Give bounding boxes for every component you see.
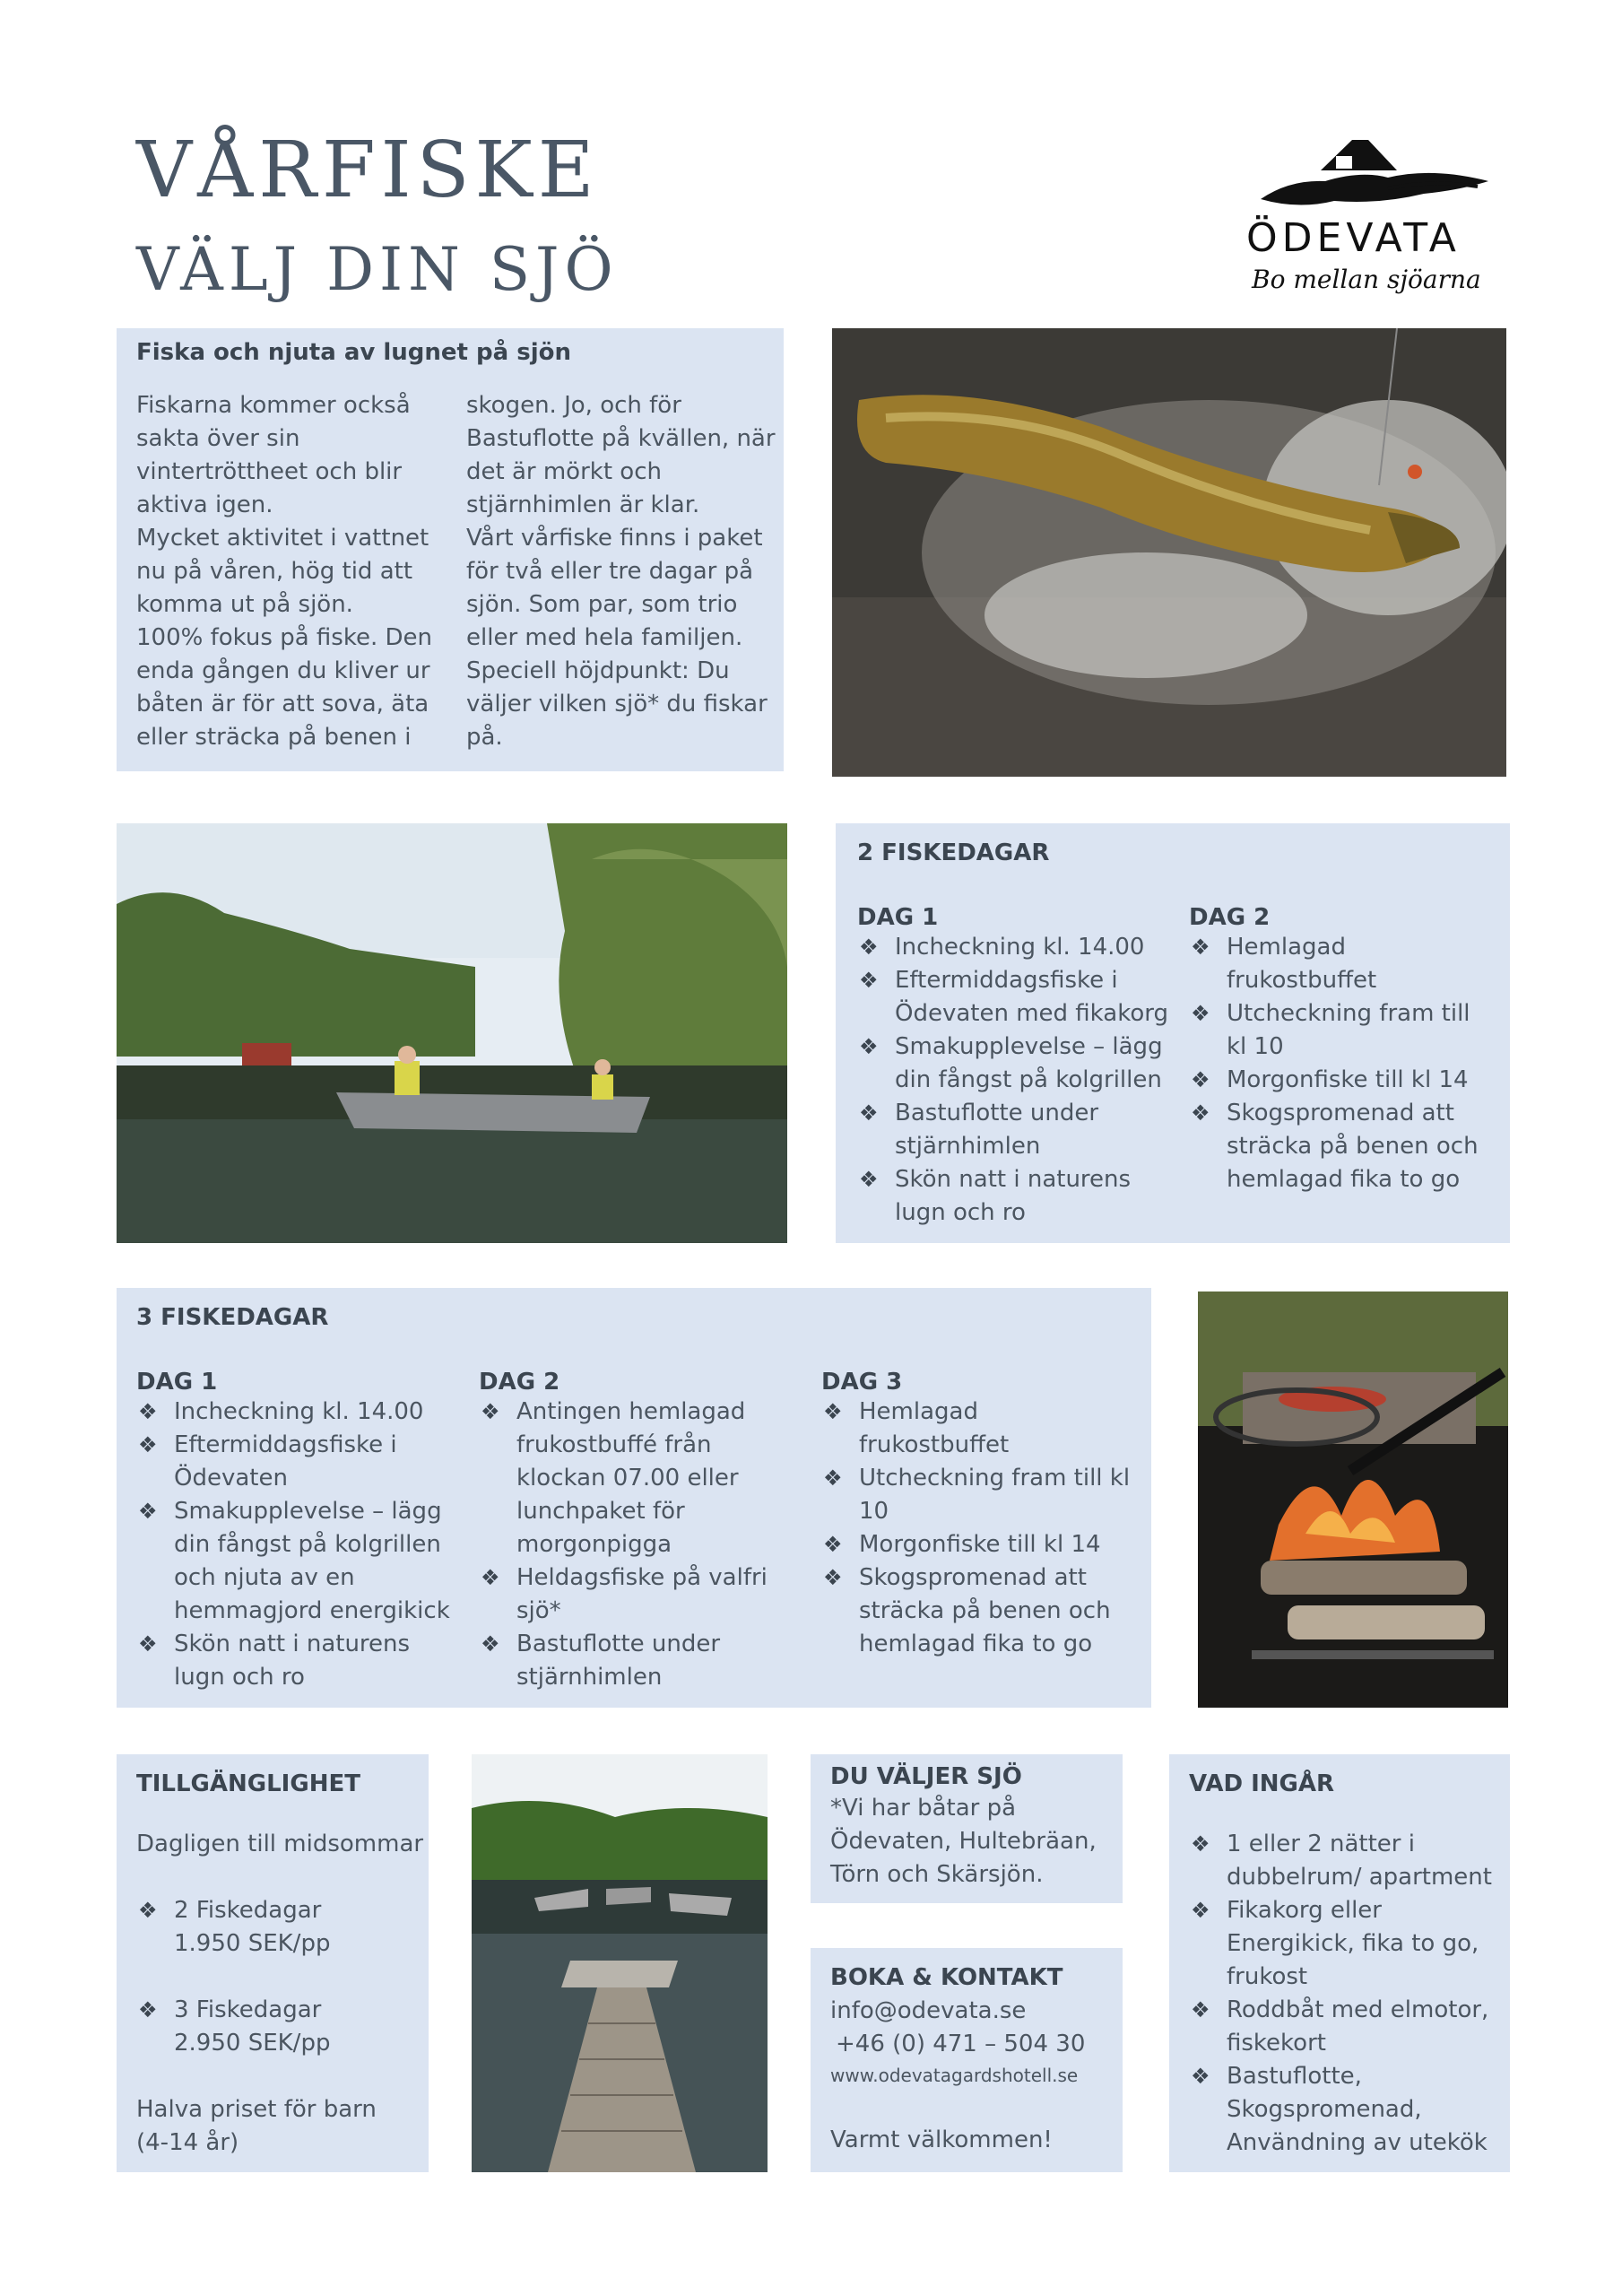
three-days-heading: 3 FISKEDAGAR <box>136 1304 329 1331</box>
diamond-bullet-icon: ❖ <box>859 1034 879 1059</box>
diamond-bullet-icon: ❖ <box>1191 1831 1210 1857</box>
list-item: ❖ Bastuflotte under stjärnhimlen <box>479 1628 793 1694</box>
day-list <box>136 1396 459 1694</box>
lake-choice-heading: DU VÄLJER SJÖ <box>830 1763 1022 1790</box>
day-list <box>821 1396 1135 1661</box>
jetty-photo <box>472 1754 768 2172</box>
child-price-note <box>136 2093 377 2160</box>
text-line: Speciell höjdpunkt: Du <box>466 657 730 684</box>
list-item: ❖ Roddbåt med elmotor, fiskekort <box>1189 1994 1499 2060</box>
price-list <box>136 1894 414 2060</box>
contact-heading: BOKA & KONTAKT <box>830 1964 1063 1991</box>
two-days-box <box>836 823 1510 1243</box>
day-list <box>479 1396 793 1694</box>
diamond-bullet-icon: ❖ <box>859 1167 879 1192</box>
lake-choice-text <box>830 1792 1097 1892</box>
text-line: eller sträcka på benen i <box>136 724 412 751</box>
diamond-bullet-icon: ❖ <box>1191 935 1210 960</box>
house-silhouette-icon <box>1253 135 1496 215</box>
list-item: ❖ Morgonfiske till kl 14 <box>1189 1064 1494 1097</box>
included-list <box>1189 1828 1499 2160</box>
option-price: 1.950 SEK/pp <box>174 1930 331 1957</box>
two-days-day1 <box>857 904 1171 1230</box>
odevata-logo <box>1237 135 1506 314</box>
text-line: *Vi har båtar på <box>830 1795 1017 1822</box>
text-line: Mycket aktivitet i vattnet <box>136 525 429 552</box>
diamond-bullet-icon: ❖ <box>1191 1067 1210 1092</box>
list-item: ❖ Hemlagad frukostbuffet <box>1189 931 1494 997</box>
text-line: enda gången du kliver ur <box>136 657 430 684</box>
list-item: ❖ Incheckning kl. 14.00 <box>857 931 1171 964</box>
text-line: Halva priset för barn <box>136 2096 377 2123</box>
diamond-bullet-icon: ❖ <box>138 1631 158 1657</box>
text-line: Fiskarna kommer också <box>136 392 411 419</box>
diamond-bullet-icon: ❖ <box>1191 1001 1210 1026</box>
list-item: ❖ Eftermiddagsfiske i Ödevaten med fikakorg <box>857 964 1171 1031</box>
two-days-heading: 2 FISKEDAGAR <box>857 839 1050 866</box>
price-option <box>136 1994 414 2060</box>
option-name: 3 Fiskedagar <box>174 1996 322 2023</box>
text-line: Bastuflotte på kvällen, när <box>466 425 776 452</box>
option-name: 2 Fiskedagar <box>174 1897 322 1924</box>
text-line: komma ut på sjön. <box>136 591 353 618</box>
text-line: stjärnhimlen är klar. <box>466 491 700 518</box>
text-line: väljer vilken sjö* du fiskar <box>466 691 768 718</box>
logo-tagline: Bo mellan sjöarna <box>1252 265 1481 294</box>
included-heading: VAD INGÅR <box>1189 1770 1335 1797</box>
three-days-day2 <box>479 1369 793 1694</box>
price-option <box>136 1894 414 1961</box>
text-line: Vårt vårfiske finns i paket <box>466 525 763 552</box>
day-label: DAG 1 <box>136 1369 218 1396</box>
list-item: ❖ Skogspromenad att sträcka på benen och hemlagad fika to go <box>1189 1097 1494 1196</box>
diamond-bullet-icon: ❖ <box>138 1997 158 2022</box>
page-subtitle: VÄLJ DIN SJÖ <box>136 235 619 304</box>
day-list <box>857 931 1171 1230</box>
lake-choice-box <box>811 1754 1123 1903</box>
welcome-text: Varmt välkommen! <box>830 2126 1053 2153</box>
option-price: 2.950 SEK/pp <box>174 2030 331 2057</box>
list-item: ❖ Utcheckning fram till kl 10 <box>1189 997 1494 1064</box>
text-line: det är mörkt och <box>466 458 662 485</box>
contact-box <box>811 1948 1123 2172</box>
text-line: sakta över sin <box>136 425 300 452</box>
day-label: DAG 1 <box>857 904 939 931</box>
list-item: ❖ Antingen hemlagad frukostbuffé från klockan 07.00 eller lunchpaket för morgonpigga <box>479 1396 793 1561</box>
contact-phone[interactable]: +46 (0) 471 – 504 30 <box>836 2031 1086 2057</box>
list-item: ❖ Smakupplevelse – lägg din fångst på kolgrillen och njuta av en hemmagjord energikick <box>136 1495 459 1628</box>
list-item: ❖ Fikakorg eller Energikick, fika to go, frukost <box>1189 1894 1499 1994</box>
boat-lake-photo <box>117 823 787 1243</box>
diamond-bullet-icon: ❖ <box>859 1100 879 1126</box>
page-title: VÅRFISKE <box>136 126 600 215</box>
text-line: 100% fokus på fiske. Den <box>136 624 432 651</box>
availability-daily: Dagligen till midsommar <box>136 1831 424 1857</box>
two-days-day2 <box>1189 904 1494 1196</box>
list-item: ❖ Utcheckning fram till kl 10 <box>821 1462 1135 1528</box>
text-line: nu på våren, hög tid att <box>136 558 413 585</box>
intro-column-1 <box>136 389 441 754</box>
text-line: aktiva igen. <box>136 491 273 518</box>
diamond-bullet-icon: ❖ <box>481 1631 500 1657</box>
diamond-bullet-icon: ❖ <box>1191 1997 1210 2022</box>
diamond-bullet-icon: ❖ <box>481 1399 500 1424</box>
list-item: ❖ Skogspromenad att sträcka på benen och hemlagad fika to go <box>821 1561 1135 1661</box>
list-item: ❖ Skön natt i naturens lugn och ro <box>857 1163 1171 1230</box>
day-label: DAG 2 <box>1189 904 1271 931</box>
campfire-photo <box>1198 1292 1508 1708</box>
three-days-box <box>117 1288 1151 1708</box>
three-days-day1 <box>136 1369 459 1694</box>
availability-heading: TILLGÄNGLIGHET <box>136 1770 360 1797</box>
list-item: ❖ Incheckning kl. 14.00 <box>136 1396 459 1429</box>
availability-box <box>117 1754 429 2172</box>
text-line: Ödevaten, Hultebräan, <box>830 1828 1097 1855</box>
text-line: eller med hela familjen. <box>466 624 743 651</box>
diamond-bullet-icon: ❖ <box>859 935 879 960</box>
list-item: ❖ 1 eller 2 nätter i dubbelrum/ apartment <box>1189 1828 1499 1894</box>
diamond-bullet-icon: ❖ <box>859 968 879 993</box>
diamond-bullet-icon: ❖ <box>823 1532 843 1557</box>
logo-wordmark: ÖDEVATA <box>1246 215 1461 261</box>
day-label: DAG 3 <box>821 1369 903 1396</box>
intro-column-2 <box>466 389 780 754</box>
list-item: ❖ Eftermiddagsfiske i Ödevaten <box>136 1429 459 1495</box>
text-line: på. <box>466 724 503 751</box>
diamond-bullet-icon: ❖ <box>138 1898 158 1923</box>
contact-email[interactable]: info@odevata.se <box>830 1997 1027 2024</box>
list-item: ❖ Hemlagad frukostbuffet <box>821 1396 1135 1462</box>
diamond-bullet-icon: ❖ <box>1191 1100 1210 1126</box>
list-item: ❖ Skön natt i naturens lugn och ro <box>136 1628 459 1694</box>
diamond-bullet-icon: ❖ <box>823 1465 843 1491</box>
day-label: DAG 2 <box>479 1369 560 1396</box>
three-days-day3 <box>821 1369 1135 1661</box>
diamond-bullet-icon: ❖ <box>138 1499 158 1524</box>
diamond-bullet-icon: ❖ <box>138 1399 158 1424</box>
list-item: ❖ Heldagsfiske på valfri sjö* <box>479 1561 793 1628</box>
list-item: ❖ Smakupplevelse – lägg din fångst på kolgrillen <box>857 1031 1171 1097</box>
text-line: båten är för att sova, äta <box>136 691 429 718</box>
diamond-bullet-icon: ❖ <box>1191 2064 1210 2089</box>
text-line: (4-14 år) <box>136 2129 239 2156</box>
included-box <box>1169 1754 1510 2172</box>
diamond-bullet-icon: ❖ <box>823 1399 843 1424</box>
day-list <box>1189 931 1494 1196</box>
diamond-bullet-icon: ❖ <box>1191 1898 1210 1923</box>
pike-photo <box>832 328 1506 777</box>
list-item: ❖ Bastuflotte, Skogspromenad, Användning av utekök <box>1189 2060 1499 2160</box>
diamond-bullet-icon: ❖ <box>481 1565 500 1590</box>
text-line: sjön. Som par, som trio <box>466 591 738 618</box>
text-line: skogen. Jo, och för <box>466 392 681 419</box>
intro-heading: Fiska och njuta av lugnet på sjön <box>136 339 571 366</box>
text-line: för två eller tre dagar på <box>466 558 754 585</box>
text-line: vintertröttheet och blir <box>136 458 403 485</box>
list-item: ❖ Morgonfiske till kl 14 <box>821 1528 1135 1561</box>
diamond-bullet-icon: ❖ <box>138 1432 158 1457</box>
intro-box <box>117 328 784 771</box>
contact-website[interactable]: www.odevatagardshotell.se <box>830 2065 1079 2086</box>
text-line: Törn och Skärsjön. <box>830 1861 1044 1888</box>
diamond-bullet-icon: ❖ <box>823 1565 843 1590</box>
list-item: ❖ Bastuflotte under stjärnhimlen <box>857 1097 1171 1163</box>
